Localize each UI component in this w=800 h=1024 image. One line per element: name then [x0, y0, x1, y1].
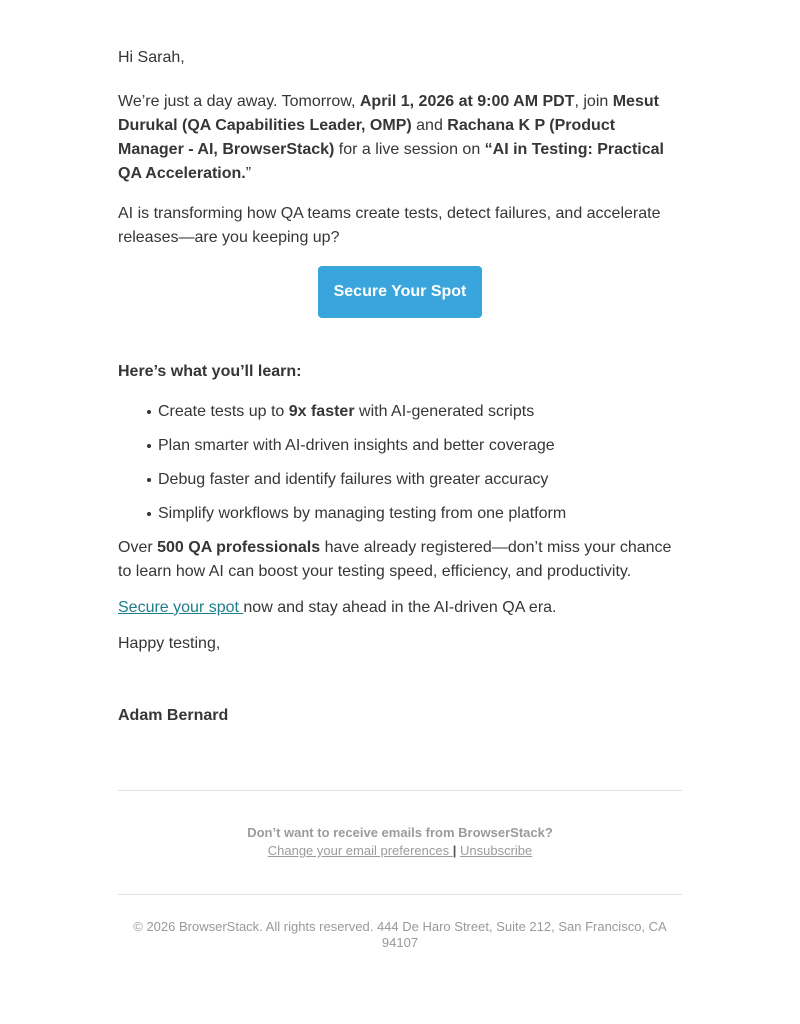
list-item	[118, 468, 682, 492]
unsubscribe-link[interactable]: Unsubscribe	[460, 843, 533, 858]
footer-question: Don’t want to receive emails from BrowserStack?	[247, 825, 553, 840]
learn-list	[118, 400, 682, 526]
transform-paragraph: AI is transforming how QA teams create tests, detect failures, and accelerate releases—are you keeping up?	[118, 205, 661, 246]
text-segment: and	[411, 117, 448, 134]
text-segment: Plan smarter with AI-driven insights and better coverage	[158, 437, 555, 454]
highlight-9x-faster: 9x faster	[288, 403, 355, 420]
speaker-2: Rachana K P (Product Manager - AI, BrowserStack)	[118, 117, 616, 158]
cta-button-wrapper	[118, 266, 682, 318]
links-separator: |	[452, 843, 457, 858]
change-email-preferences-link[interactable]: Change your email preferences	[267, 843, 453, 858]
text-segment: for a live session on	[334, 141, 485, 158]
email-footer	[118, 791, 682, 860]
list-item	[118, 434, 682, 458]
text-segment: , join	[574, 93, 613, 110]
sender-name: Adam Bernard	[118, 707, 229, 724]
text-segment: Over	[118, 539, 158, 556]
divider	[118, 894, 682, 895]
cta-line-paragraph	[118, 596, 682, 620]
text-segment: have already registered—don’t miss your chance to learn how AI can boost your testing speed, efficiency, and productivity.	[118, 539, 672, 580]
text-segment: Simplify workflows by managing testing from one platform	[158, 505, 567, 522]
learn-heading: Here’s what you’ll learn:	[118, 363, 302, 380]
signoff: Happy testing,	[118, 635, 221, 652]
event-datetime: April 1, 2026 at 9:00 AM PDT	[359, 93, 575, 110]
text-segment: now and stay ahead in the AI-driven QA era.	[243, 599, 557, 616]
highlight-500-qa: 500 QA professionals	[157, 539, 321, 556]
secure-your-spot-button[interactable]: Secure Your Spot	[318, 266, 483, 318]
session-title: “AI in Testing: Practical QA Acceleration.	[118, 141, 664, 182]
list-item	[118, 400, 682, 424]
intro-paragraph	[118, 90, 682, 186]
text-segment: Create tests up to	[158, 403, 289, 420]
speaker-1: Mesut Durukal (QA Capabilities Leader, OMP)	[118, 93, 659, 134]
list-item	[118, 502, 682, 526]
text-segment: with AI-generated scripts	[354, 403, 535, 420]
footer-links	[118, 842, 682, 860]
text-segment: ”	[245, 165, 252, 182]
text-segment: Debug faster and identify failures with greater accuracy	[158, 471, 549, 488]
secure-your-spot-link[interactable]: Secure your spot	[118, 599, 244, 616]
copyright-notice: © 2026 BrowserStack. All rights reserved. 444 De Haro Street, Suite 212, San Francisco, CA 94107	[133, 919, 667, 950]
greeting: Hi Sarah,	[118, 49, 185, 66]
text-segment: We’re just a day away. Tomorrow,	[118, 93, 360, 110]
social-proof-paragraph	[118, 536, 682, 584]
